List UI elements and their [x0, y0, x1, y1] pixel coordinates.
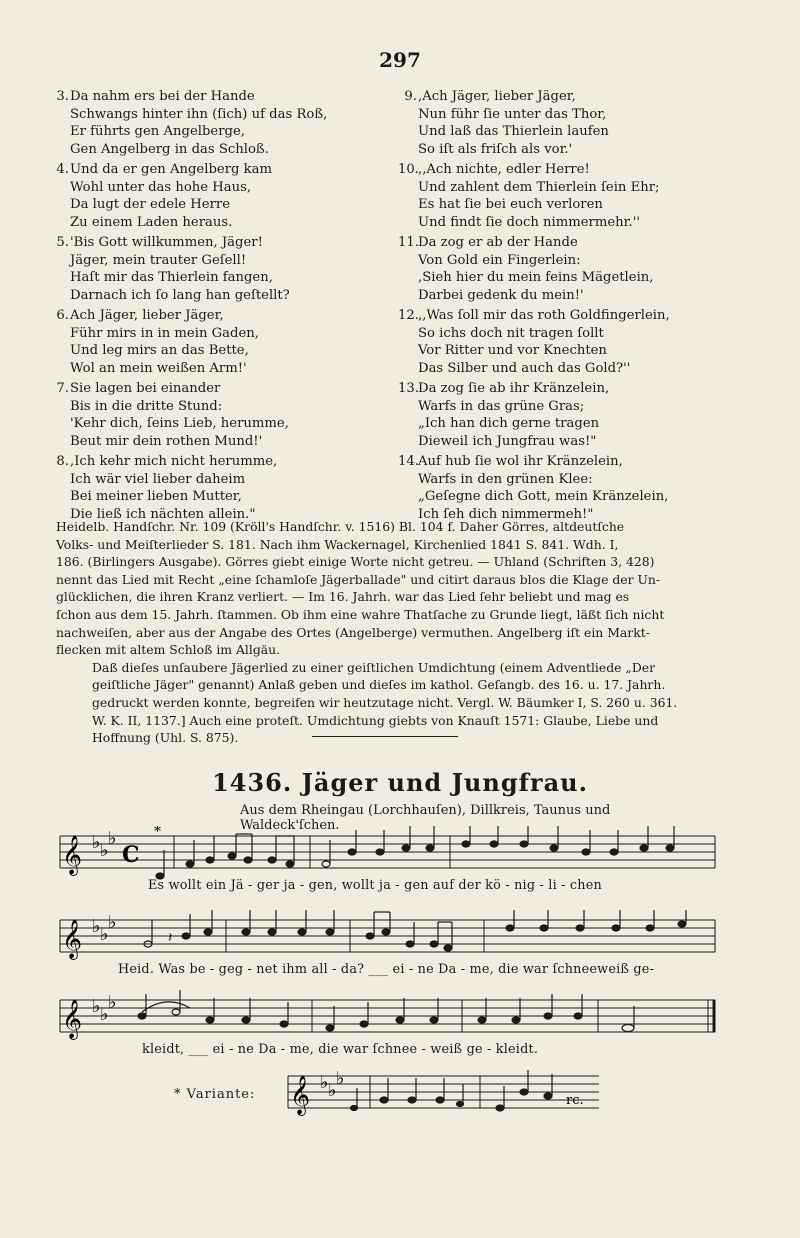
music-staff-1 — [50, 826, 720, 916]
notes-line: nachweiſen, aber aus der Angabe des Ortes (Angelberge) vermuthen. Angelberg iſt ein Markt- — [56, 624, 650, 640]
verse-line — [398, 106, 728, 124]
left-stanza — [50, 453, 380, 523]
stanza-number: 8. — [56, 454, 69, 469]
verse-text: So iſt als friſch als vor.' — [418, 141, 573, 157]
svg-text:♭: ♭ — [108, 828, 117, 849]
verse-line — [398, 307, 728, 325]
verse-text: Beut mir dein rothen Mund!' — [70, 433, 263, 449]
stanza-number: 5. — [56, 235, 69, 250]
svg-text:♭: ♭ — [100, 840, 109, 861]
verse-line — [50, 342, 380, 360]
verse-line — [398, 287, 728, 305]
editorial-notes — [56, 518, 716, 747]
verse-text: ,Sieh hier du mein feins Mägetlein, — [418, 270, 654, 285]
verse-text: Ach Jäger, lieber Jäger, — [70, 308, 224, 323]
notes-line: nennt das Lied mit Recht „eine ſchamloſe Jägerballade" und citirt daraus blos die Klage der Un- — [56, 571, 661, 587]
notes-line: gedruckt werden konnte, begreifen wir heutzutage nicht. Vergl. W. Bäumker I, S. 260 u. 361. — [92, 694, 678, 710]
svg-text:𝄞: 𝄞 — [62, 919, 83, 959]
notes-line: ſchon aus dem 15. Jahrh. ſtammen. Ob ihm eine wahre Thatſache zu Grunde liegt, läßt ſich nicht — [56, 606, 665, 622]
lyrics-line-3: kleidt, ___ ei - ne Da - me, die war ſchnee - weiß ge - kleidt. — [142, 1042, 539, 1057]
verse-text: Führ mirs in in mein Gaden, — [70, 325, 259, 341]
verse-text: Da zog ſie ab ihr Kränzelein, — [418, 381, 610, 396]
music-staff-2 — [50, 910, 720, 1000]
verse-text: Von Gold ein Fingerlein: — [418, 252, 581, 268]
song-heading — [0, 768, 800, 797]
verse-text: Und zahlent dem Thierlein ſein Ehr; — [418, 179, 660, 195]
verse-text: Da nahm ers bei der Hande — [70, 89, 255, 104]
svg-text:𝄞: 𝄞 — [290, 1075, 311, 1115]
left-stanza — [50, 88, 380, 158]
music-staff-3 — [50, 990, 720, 1080]
stanza-number: 10. — [398, 162, 419, 177]
svg-text:♭: ♭ — [100, 1004, 109, 1025]
stanza-number: 12. — [398, 308, 419, 323]
verse-line — [50, 453, 380, 471]
svg-text:𝄞: 𝄞 — [62, 999, 83, 1039]
svg-text:♭: ♭ — [320, 1072, 329, 1093]
svg-text:♭: ♭ — [92, 916, 101, 937]
verse-text: Jäger, mein trauter Geſell! — [70, 252, 247, 268]
notes-line: W. K. II, 1137.] Auch eine proteſt. Umdichtung giebts von Knauſt 1571: Glaube, Liebe und — [92, 712, 659, 728]
right-stanza — [398, 161, 728, 231]
verse-line — [50, 214, 380, 232]
page-number: 297 — [379, 48, 421, 72]
verse-line — [398, 252, 728, 270]
svg-text:C: C — [122, 842, 140, 868]
verse-line — [398, 141, 728, 159]
verse-text: Da lugt der edele Herre — [70, 197, 230, 212]
variant-notation — [284, 1070, 614, 1126]
verse-text: ,Ich kehr mich nicht herumme, — [70, 454, 278, 469]
verse-text: Haſt mir das Thierlein fangen, — [70, 270, 273, 285]
variant-etc: rc. — [566, 1093, 584, 1108]
verse-text: Schwangs hinter ihn (ſich) uf das Roß, — [70, 106, 328, 122]
verse-line — [398, 196, 728, 214]
verse-line — [398, 179, 728, 197]
notes-paragraph-1 — [56, 518, 716, 659]
stanza-number: 6. — [56, 308, 69, 323]
verse-line — [50, 415, 380, 433]
verse-line — [398, 325, 728, 343]
verse-line — [398, 488, 728, 506]
stanza-number: 14. — [398, 454, 419, 469]
lyrics-line-2: Heid. Was be - geg - net ihm all - da? ___ ei - ne Da - me, die war ſchneeweiß ge- — [118, 962, 655, 977]
verse-text: „Geſegne dich Gott, mein Kränzelein, — [418, 489, 669, 504]
verse-line — [50, 398, 380, 416]
verse-line — [50, 106, 380, 124]
left-stanza — [50, 380, 380, 450]
song-title: Jäger und Jungfrau. — [301, 768, 588, 797]
verse-text: ,Ach Jäger, lieber Jäger, — [418, 89, 576, 104]
verse-text: So ichs doch nit tragen ſollt — [418, 325, 604, 341]
right-stanza — [398, 453, 728, 523]
right-stanza — [398, 88, 728, 158]
verse-line — [50, 360, 380, 378]
stanza-number: 9. — [404, 89, 417, 104]
left-stanzas — [50, 88, 380, 526]
svg-text:𝄞: 𝄞 — [62, 835, 83, 875]
verse-text: Warfs in das grüne Gras; — [418, 398, 585, 414]
verse-line — [398, 453, 728, 471]
svg-text:♭: ♭ — [108, 992, 117, 1013]
verse-line — [50, 88, 380, 106]
verse-line — [50, 433, 380, 451]
svg-text:♭: ♭ — [108, 912, 117, 933]
svg-text:♭: ♭ — [328, 1080, 337, 1101]
verse-text: Die ließ ich nächten allein." — [70, 506, 256, 522]
song-number: 1436. — [212, 768, 293, 797]
verse-line — [50, 234, 380, 252]
verse-line — [398, 471, 728, 489]
verse-text: Wol an mein weißen Arm!' — [70, 360, 247, 376]
verse-line — [50, 307, 380, 325]
stanza-number: 4. — [56, 162, 69, 177]
section-divider — [312, 736, 458, 737]
verse-line — [398, 342, 728, 360]
verse-text: Darbei gedenk du mein!' — [418, 287, 584, 303]
verse-line — [50, 123, 380, 141]
verse-text: Dieweil ich Jungfrau was!" — [418, 433, 597, 449]
left-stanza — [50, 161, 380, 231]
verse-text: Ich wär viel lieber daheim — [70, 471, 246, 487]
verse-text: Wohl unter das hohe Haus, — [70, 179, 252, 195]
notes-line: 186. (Birlingers Ausgabe). Görres giebt einige Worte nicht getreu. — Uhland (Schriften 3, 428) — [56, 554, 655, 570]
stanza-number: 13. — [398, 381, 419, 396]
verse-text: Nun führ ſie unter das Thor, — [418, 106, 607, 122]
verse-text: Das Silber und auch das Gold?'' — [418, 360, 631, 376]
verse-text: Es hat ſie bei euch verloren — [418, 197, 603, 212]
staff-3-notation — [50, 990, 720, 1050]
stanza-number: 7. — [56, 381, 69, 396]
left-stanza — [50, 234, 380, 304]
svg-text:*: * — [154, 826, 161, 840]
verse-line — [398, 360, 728, 378]
verse-text: Auf hub ſie wol ihr Kränzelein, — [418, 454, 623, 469]
verse-text: Warfs in den grünen Klee: — [418, 471, 593, 487]
verse-text: Gen Angelberg in das Schloß. — [70, 141, 269, 157]
verse-line — [398, 88, 728, 106]
verse-text: Und findt ſie doch nimmermehr.'' — [418, 214, 640, 230]
notes-line: flecken mit altem Schloß im Allgäu. — [56, 642, 281, 658]
stanza-number: 11. — [398, 235, 419, 250]
verse-line — [398, 398, 728, 416]
right-stanza — [398, 307, 728, 377]
verse-line — [50, 488, 380, 506]
lyrics-line-1: Es wollt ein Jä - ger ja - gen, wollt ja - gen auf der kö - nig - li - chen — [148, 878, 602, 893]
verse-text: „Ich han dich gerne tragen — [418, 416, 600, 431]
right-stanza — [398, 380, 728, 450]
verse-text: ,,Ach nichte, edler Herre! — [418, 162, 590, 177]
verse-line — [50, 252, 380, 270]
verse-line — [398, 415, 728, 433]
verse-line — [398, 161, 728, 179]
verse-text: Da zog er ab der Hande — [418, 235, 578, 250]
verse-line — [50, 325, 380, 343]
verse-line — [398, 433, 728, 451]
variant-label: * Variante: — [174, 1087, 256, 1102]
verse-line — [50, 161, 380, 179]
svg-text:𝄽: 𝄽 — [168, 930, 173, 946]
verse-text: Und da er gen Angelberg kam — [70, 162, 272, 177]
svg-text:♭: ♭ — [336, 1070, 345, 1089]
verse-text: Bei meiner lieben Mutter, — [70, 489, 242, 504]
verse-line — [398, 123, 728, 141]
verse-text: Vor Ritter und vor Knechten — [418, 343, 607, 358]
verse-line — [398, 234, 728, 252]
notes-line: Daß dieſes unſaubere Jägerlied zu einer geiſtlichen Umdichtung (einem Adventliede „Der — [92, 659, 656, 675]
stanza-number: 3. — [56, 89, 69, 104]
variant-staff — [284, 1070, 614, 1130]
notes-line: Heidelb. Handſchr. Nr. 109 (Kröll's Handſchr. v. 1516) Bl. 104 f. Daher Görres, altdeutſche — [56, 519, 625, 534]
notes-line: glücklichen, die ihren Kranz verliert. — Im 16. Jahrh. war das Lied ſehr beliebt und mag es — [56, 589, 630, 605]
verse-line — [398, 214, 728, 232]
verse-text: Zu einem Laden heraus. — [70, 214, 233, 230]
verse-line — [50, 269, 380, 287]
notes-line: geiſtliche Jäger" genannt) Anlaß geben und dieſes im kathol. Geſangb. des 16. u. 17. Jahrh. — [92, 677, 666, 693]
verse-text: Ich ſeh dich nimmermeh!" — [418, 506, 594, 522]
verse-text: 'Bis Gott willkummen, Jäger! — [70, 235, 263, 250]
svg-text:♭: ♭ — [92, 832, 101, 853]
verse-line — [398, 380, 728, 398]
verse-text: ,,Was ſoll mir das roth Goldfingerlein, — [418, 308, 670, 323]
svg-text:♭: ♭ — [92, 996, 101, 1017]
verse-text: Und laß das Thierlein laufen — [418, 124, 609, 139]
verse-text: Bis in die dritte Stund: — [70, 398, 223, 414]
verse-text: Er führts gen Angelberge, — [70, 124, 245, 139]
notes-line: Volks- und Meiſterlieder S. 181. Nach ihm Wackernagel, Kirchenlied 1841 S. 841. Wdh. I, — [56, 536, 619, 552]
verse-line — [50, 380, 380, 398]
verse-text: Sie lagen bei einander — [70, 381, 221, 396]
verse-line — [50, 287, 380, 305]
staff-2-notation — [50, 910, 720, 970]
left-stanza — [50, 307, 380, 377]
svg-text:♭: ♭ — [100, 924, 109, 945]
notes-paragraph-2 — [56, 659, 716, 747]
verse-line — [50, 141, 380, 159]
verse-line — [50, 179, 380, 197]
staff-1-notation — [50, 826, 720, 886]
verse-line — [398, 269, 728, 287]
notes-line: Hoffnung (Uhl. S. 875). — [92, 730, 239, 746]
song-origin: Aus dem Rheingau (Lorchhauſen), Dillkreis, Taunus und Waldeck'ſchen. — [240, 803, 611, 833]
verse-text: Darnach ich ſo lang han geſtellt? — [70, 287, 290, 303]
verse-line — [50, 471, 380, 489]
right-stanzas — [398, 88, 728, 526]
verse-text: Und leg mirs an das Bette, — [70, 343, 249, 358]
verse-line — [50, 196, 380, 214]
right-stanza — [398, 234, 728, 304]
verse-text: 'Kehr dich, ſeins Lieb, herumme, — [70, 416, 289, 431]
